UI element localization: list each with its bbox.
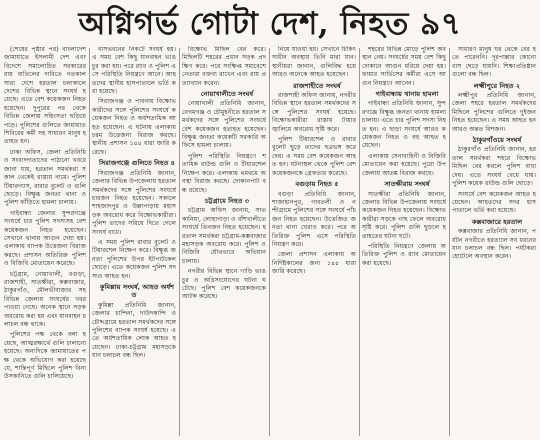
paragraph: সংঘর্ষে বেশ কয়েকজন আহত হয়েছেন। আহতদের সদর হাসপাতালে ভর্তি করা হয়েছে।	[452, 190, 536, 215]
paragraph: নোয়াখালী প্রতিনিধি জানান, বেগমগঞ্জ ও চৌমুহনীতে হরতাল সমর্থকদের সঙ্গে পুলিশের সংঘর্ষে বেশ কয়েকজন হতাহত হয়েছেন। বিক্ষুব্ধ জনতা কয়েকটি সরকারি অফিসে হামলা চালায়।	[182, 100, 266, 150]
paragraph: চট্টগ্রাম, নোয়াখালী, বগুড়া, রাজশাহী, সাতক্ষীরা, কক্সবাজার, ঠাকুরগাঁও, মৌলভীবাজার সহ বিভিন্ন জেলায় সংঘর্ষের খবর পাওয়া গেছে। অনেক স্থানে সড়ক অবরোধ করা হয় এবং যানবাহন চলাচল বন্ধ থাকে।	[4, 270, 86, 328]
article-columns	[0, 46, 540, 440]
headline: অগ্নিগর্ভ গোটা দেশ, নিহত ৯৭	[78, 6, 462, 42]
column-rule	[449, 48, 450, 436]
paragraph: গাইবান্ধা জেলার সুন্দরগঞ্জে সংঘর্ষে চার পুলিশ সদস্যসহ বেশ কয়েকজন নিহত হয়েছেন। সেখানে থানায় আগুন দেয়া হয়। এলাকায় ব্যাপক উত্তেজনা বিরাজ করছে। প্রশাসন অতিরিক্ত পুলিশ ও বিজিবি মোতায়েন করেছে।	[4, 209, 86, 268]
paragraph: এলাকায় সেনাবাহিনী ও বিজিবি মোতায়েন করা হয়েছে। পুরো উপজেলায় আতঙ্ক বিরাজ করছে।	[362, 152, 446, 177]
paragraph: লক্ষ্মীপুর প্রতিনিধি জানান, জেলা শহরে হরতাল সমর্থকদের মিছিলে পুলিশের গুলিতে দুইজন নিহত হয়েছেন। এ সময় আহত হন আরও অন্তত বিশজন।	[452, 92, 536, 133]
paragraph: বগুড়া প্রতিনিধি জানান, শাজাহানপুর, গাবতলী ও নন্দীগ্রামে পুলিশের সঙ্গে সংঘর্ষে পাঁচজন নিহত হয়েছেন। উত্তেজিত জনতা থানা ঘেরাও করে। পরে অতিরিক্ত পুলিশ এসে পরিস্থিতি নিয়ন্ত্রণ করে।	[272, 190, 356, 248]
column-rule	[269, 48, 270, 436]
subheading: সাতক্ষীরায় সংঘর্ষ	[384, 180, 430, 189]
paragraph: সাধারণ মানুষ ঘর থেকে বের হতে পারেননি। দূরপাল্লার কোনো বাস ছেড়ে যায়নি। শিক্ষাপ্রতিষ্ঠানগুলো বন্ধ ছিল।	[452, 46, 536, 79]
subheading: নোয়াখালীতে সংঘর্ষ	[200, 90, 254, 99]
column-2	[92, 46, 176, 440]
paragraph: বিক্ষোভ মিছিল বের করে। মিছিলটি শহরের প্রধান সড়ক প্রদক্ষিণ করে। পরে সংক্ষিপ্ত সমাবেশে নেতারা বক্তব্য রাখেন এবং রায় প্রত্যাখ্যান করেন।	[182, 46, 266, 87]
paragraph: ঠাকুরগাঁও প্রতিনিধি জানান, হরতাল সমর্থকরা শহরে বিক্ষোভ মিছিল বের করলে পুলিশ বাধা দেয়। এতে সংঘর্ষ বেধে যায়। পুলিশ কয়েক রাউন্ড গুলি ছোড়ে।	[452, 146, 536, 188]
column-rule	[89, 48, 90, 436]
subheading: ঠাকুরগাঁওয়ে সংঘর্ষ	[472, 136, 522, 145]
subheading: সিরাজগঞ্জে গুলিতে নিহত ৪	[99, 159, 175, 168]
column-rule	[359, 48, 360, 436]
paragraph: সিরাজগঞ্জ ও পাবনায় বিক্ষোভকারীদের সঙ্গে পুলিশের সংঘর্ষে কয়েকজন নিহত ও অর্ধশতাধিক আহত হয়েছেন। এ ঘটনায় এলাকায় চরম উত্তেজনা বিরাজ করছে। স্থানীয় প্রশাসন ১৪৪ ধারা জারি করেছে।	[92, 98, 176, 156]
paragraph: শহরের বিভিন্ন মোড়ে পুলিশ অবস্থান নেয়। সংঘর্ষের সময় বেশ কিছু দোকানে আগুন ধরিয়ে দেয়া হয়। ফায়ার সার্ভিসের কর্মীরা এসে আগুন নিয়ন্ত্রণে আনেন।	[362, 46, 446, 87]
subheading: রাজশাহীতে সংঘর্ষ	[293, 81, 341, 90]
subheading: বগুড়ায় নিহত ৫	[295, 180, 339, 189]
paragraph: কুমিল্লা প্রতিনিধি জানান, জেলার চান্দিনা, দাউদকান্দি ও চৌদ্দগ্রামে হরতাল সমর্থকদের সঙ্গে পুলিশের ব্যাপক সংঘর্ষ হয়েছে। এতে অর্ধশতাধিক লোক আহত হয়েছেন। ঢাকা-চট্টগ্রাম মহাসড়কে যান চলাচল বন্ধ ছিল।	[92, 301, 176, 360]
column-3	[182, 46, 266, 440]
paragraph: (শেষের পৃষ্ঠার পর) বাংলাদেশ জামায়াতে ইসলামী দেশ এবং বিদেশে সমালোচিত সরকারের রায় বাতিলের দাবিতে গতকাল সারা দেশে হরতাল চলাকালে দেশের বিভিন্ন স্থানে সংঘর্ষ হয়েছে। এতে বেশ কয়েকজন নিহত হয়েছেন। দুপুরের পর থেকে বিভিন্ন জেলায় সহিংসতা ছড়িয়ে পড়ে। পুলিশের গুলিতে জামায়াত শিবিরের কর্মী সহ সাধারণ মানুষ হতাহত হন।	[4, 46, 86, 146]
paragraph: গাইবান্ধা প্রতিনিধি জানান, সুন্দরগঞ্জে বিক্ষুব্ধ জনতা থানায় হামলা চালায়। এতে চার পুলিশ সদস্য নিহত হন। এ ছাড়া সংঘর্ষে আরও কয়েকজন নিহত ও বহু আহত হয়েছেন।	[362, 100, 446, 150]
subheading: গাইবান্ধায় থানায় হামলা	[375, 90, 439, 99]
paragraph: পুলিশ পরিস্থিতি নিয়ন্ত্রণে শতাধিক রাউন্ড গুলি ও টিয়ারশেল নিক্ষেপ করে। এলাকায় থমথমে অবস্থা বিরাজ করছে। দোকানপাট বন্ধ রয়েছে।	[182, 152, 266, 194]
paragraph: ঢাকা অফিস, জেলা প্রতিনিধি ও সংবাদদাতাদের পাঠানো খবরে জানা যায়, হরতাল সমর্থকরা সকাল থেকেই রাস্তায় নামে। পুলিশ টিয়ারগ্যাস, রাবার বুলেট ও গুলি ছোড়ে। বিক্ষুব্ধ জনতা থানা ও পুলিশ ফাঁড়িতে হামলা চালায়।	[4, 148, 86, 207]
paragraph: সিরাজগঞ্জ প্রতিনিধি জানান, জেলার বিভিন্ন উপজেলায় হরতাল সমর্থকদের সঙ্গে পুলিশের সংঘর্ষে চারজন নিহত হয়েছেন। সকালে শাহজাদপুর ও উল্লাপাড়ায় মহাসড়ক অবরোধ করে বিক্ষোভকারীরা। পুলিশ তাদের সরিয়ে দিতে গেলে সংঘর্ষ বাধে।	[92, 169, 176, 236]
paragraph: পুলিশ টিয়ারশেল ও রাবার বুলেট ছুড়ে তাদের ছত্রভঙ্গ করে দেয়। এ সময় বেশ কয়েকজন আহত হন। ঘটনাস্থল থেকে পুলিশ বেশ কয়েকজনকে গ্রেফতার করেছে।	[272, 136, 356, 177]
paragraph: পরিস্থিতি নিয়ন্ত্রণে জেলায় অতিরিক্ত পুলিশ ও র‍্যাব মোতায়েন করা হয়েছে।	[362, 242, 446, 267]
paragraph: নগরীর বিভিন্ন স্থানে গাড়ি ভাঙচুর ও অগ্নিসংযোগের ঘটনা ঘটেছে। পুলিশ বেশ কয়েকজনকে আটক করেছে।	[182, 268, 266, 301]
column-6	[452, 46, 536, 440]
column-rule	[179, 48, 180, 436]
paragraph: কক্সবাজার প্রতিনিধি জানান, পর্যটন নগরীতে হরতালে সব ধরনের যান চলাচল বন্ধ ছিল। পর্যটকরা হোটেলে অবস্থান করেন।	[452, 228, 536, 261]
subheading: চট্টগ্রামে নিহত ৩	[205, 196, 249, 205]
column-5	[362, 46, 446, 440]
paragraph: বাসভবনের নিকটে সংঘর্ষ হয়। এ সময় বেশ কিছু যানবাহন ভাঙচুর করা হয়। পরে র‍্যাব ও পুলিশ এসে পরিস্থিতি নিয়ন্ত্রণে আনে। আহতদের স্থানীয় হাসপাতালে ভর্তি করা হয়েছে।	[92, 46, 176, 96]
paragraph: পুলিশের পক্ষ থেকে বলা হয়েছে, আত্মরক্ষার্থে গুলি চালানো হয়েছে। অন্যদিকে জামায়াতের পক্ষ থেকে অভিযোগ করা হয়েছে যে, শান্তিপূর্ণ মিছিলে পুলিশ বিনা উসকানিতে গুলি চালিয়েছে।	[4, 331, 86, 381]
paragraph: জেলা প্রশাসন এলাকায় অনির্দিষ্টকালের জন্য ১৪৪ ধারা জারি করেছে।	[272, 251, 356, 276]
subheading: লক্ষ্মীপুরে নিহত ২	[473, 81, 521, 90]
paragraph: নিয়ে যাওয়া হয়। সেখানে চিকিৎসাধীন অবস্থায় তিনি মারা যান। স্থানীয়রা জানান, গুলিবিদ্ধ হয়ে আরও অনেকে আহত হয়েছেন।	[272, 46, 356, 79]
subheading: কুমিল্লায় সংঘর্ষ, আহত অর্ধশত	[99, 282, 175, 300]
paragraph: সাতক্ষীরা প্রতিনিধি জানান, জেলার বিভিন্ন উপজেলায় সংঘর্ষে কয়েকজন নিহত হয়েছেন। বিক্ষোভকারীরা সড়কে গাছ ফেলে অবরোধ সৃষ্টি করে। পুলিশ গুলি ছুড়লে হতাহতের ঘটনা ঘটে।	[362, 190, 446, 240]
column-4	[272, 46, 356, 440]
column-1	[4, 46, 86, 440]
paragraph: এ সময় পুলিশ রাবার বুলেট ও টিয়ারশেল নিক্ষেপ করে। বিক্ষুব্ধ জনতা পুলিশের উপর ইটপাটকেল ছোড়ে। এতে কয়েকজন পুলিশ সদস্যও আহত হন।	[92, 238, 176, 280]
paragraph: রাজশাহী অফিস জানায়, নগরীর বিভিন্ন স্থানে হরতাল সমর্থকদের সঙ্গে পুলিশের সংঘর্ষ হয়েছে। বিক্ষোভকারীরা রাস্তায় টায়ার জ্বালিয়ে অবরোধ সৃষ্টি করে।	[272, 92, 356, 133]
paragraph: চট্টগ্রাম অফিস জানায়, সাতকানিয়া, লোহাগাড়া ও বাঁশখালীতে সংঘর্ষে তিনজন নিহত হয়েছেন। হরতাল সমর্থকরা চট্টগ্রাম-কক্সবাজার মহাসড়ক অবরোধ করে। পুলিশ ও বিজিবি যৌথভাবে অভিযান চালায়।	[182, 207, 266, 265]
subheading: কক্সবাজারে হরতাল	[471, 217, 523, 226]
